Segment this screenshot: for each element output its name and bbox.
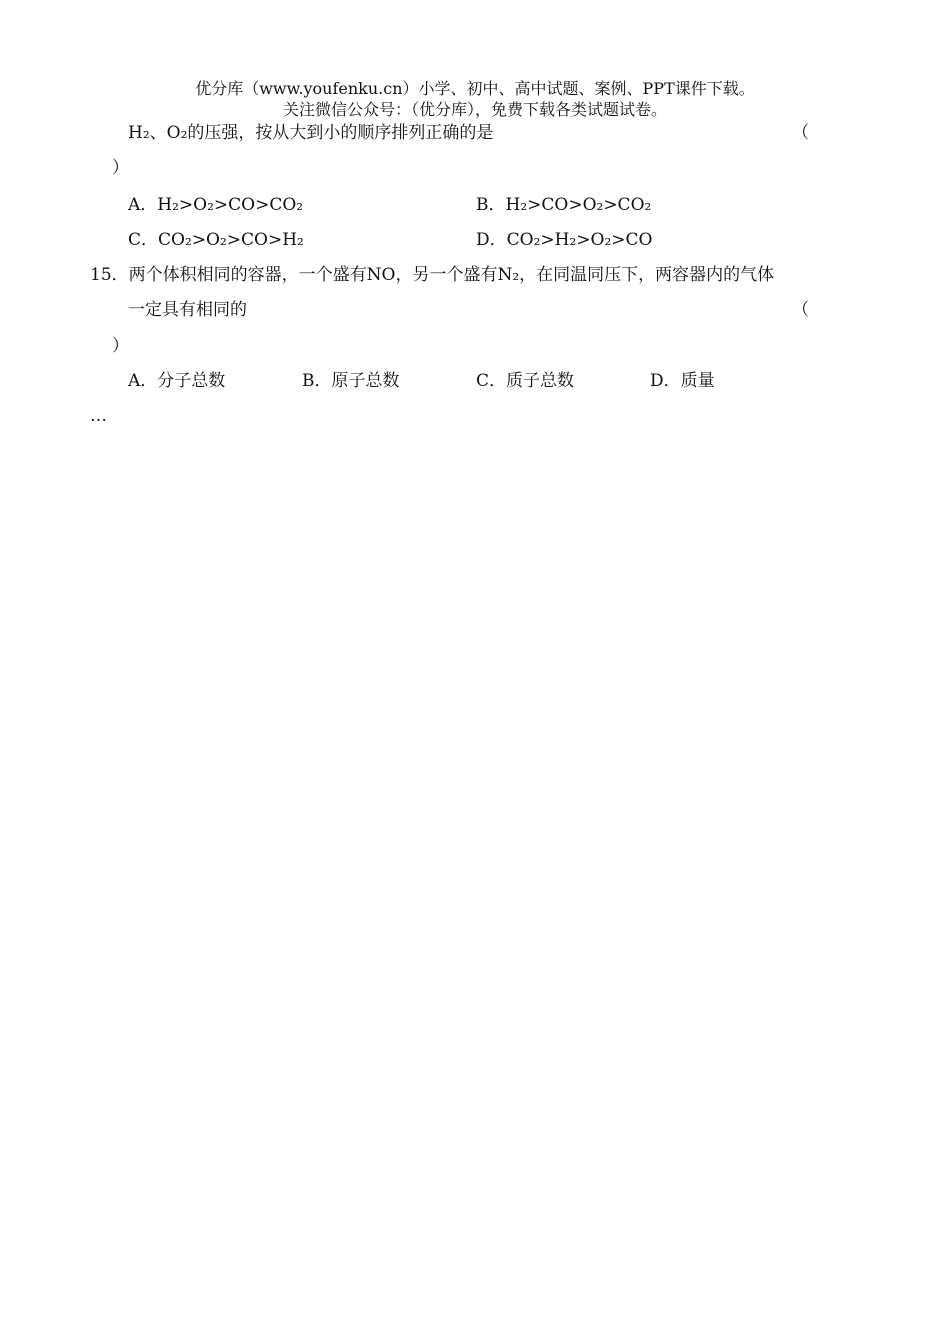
q15-paren-open: （	[792, 300, 809, 320]
q15-line-1: 15．两个体积相同的容器，一个盛有NO，另一个盛有N₂，在同温同压下，两容器内的气体	[90, 265, 775, 285]
q14-paren-open: （	[792, 123, 809, 143]
q14-stem: H₂、O₂的压强，按从大到小的顺序排列正确的是	[128, 123, 494, 143]
rest-of-page: …	[90, 406, 107, 426]
q15-option-b: B．原子总数	[302, 371, 400, 391]
q14-option-c: C．CO₂>O₂>CO>H₂	[128, 230, 304, 250]
q14-option-d: D．CO₂>H₂>O₂>CO	[476, 230, 653, 250]
header-line-1: 优分库（www.youfenku.cn）小学、初中、高中试题、案例、PPT课件下载。	[195, 79, 755, 98]
q14-option-b: B．H₂>CO>O₂>CO₂	[476, 195, 652, 215]
q14-option-a: A．H₂>O₂>CO>CO₂	[128, 195, 304, 215]
q14-paren-close: ）	[112, 158, 129, 178]
q15-paren-close: ）	[112, 336, 129, 356]
q15-option-a: A．分子总数	[128, 371, 226, 391]
header-line-2: 关注微信公众号：（优分库），免费下载各类试题试卷。	[282, 100, 667, 119]
q15-option-c: C．质子总数	[476, 371, 575, 391]
q15-line-2: 一定具有相同的	[128, 300, 247, 320]
q15-option-d: D．质量	[650, 371, 715, 391]
